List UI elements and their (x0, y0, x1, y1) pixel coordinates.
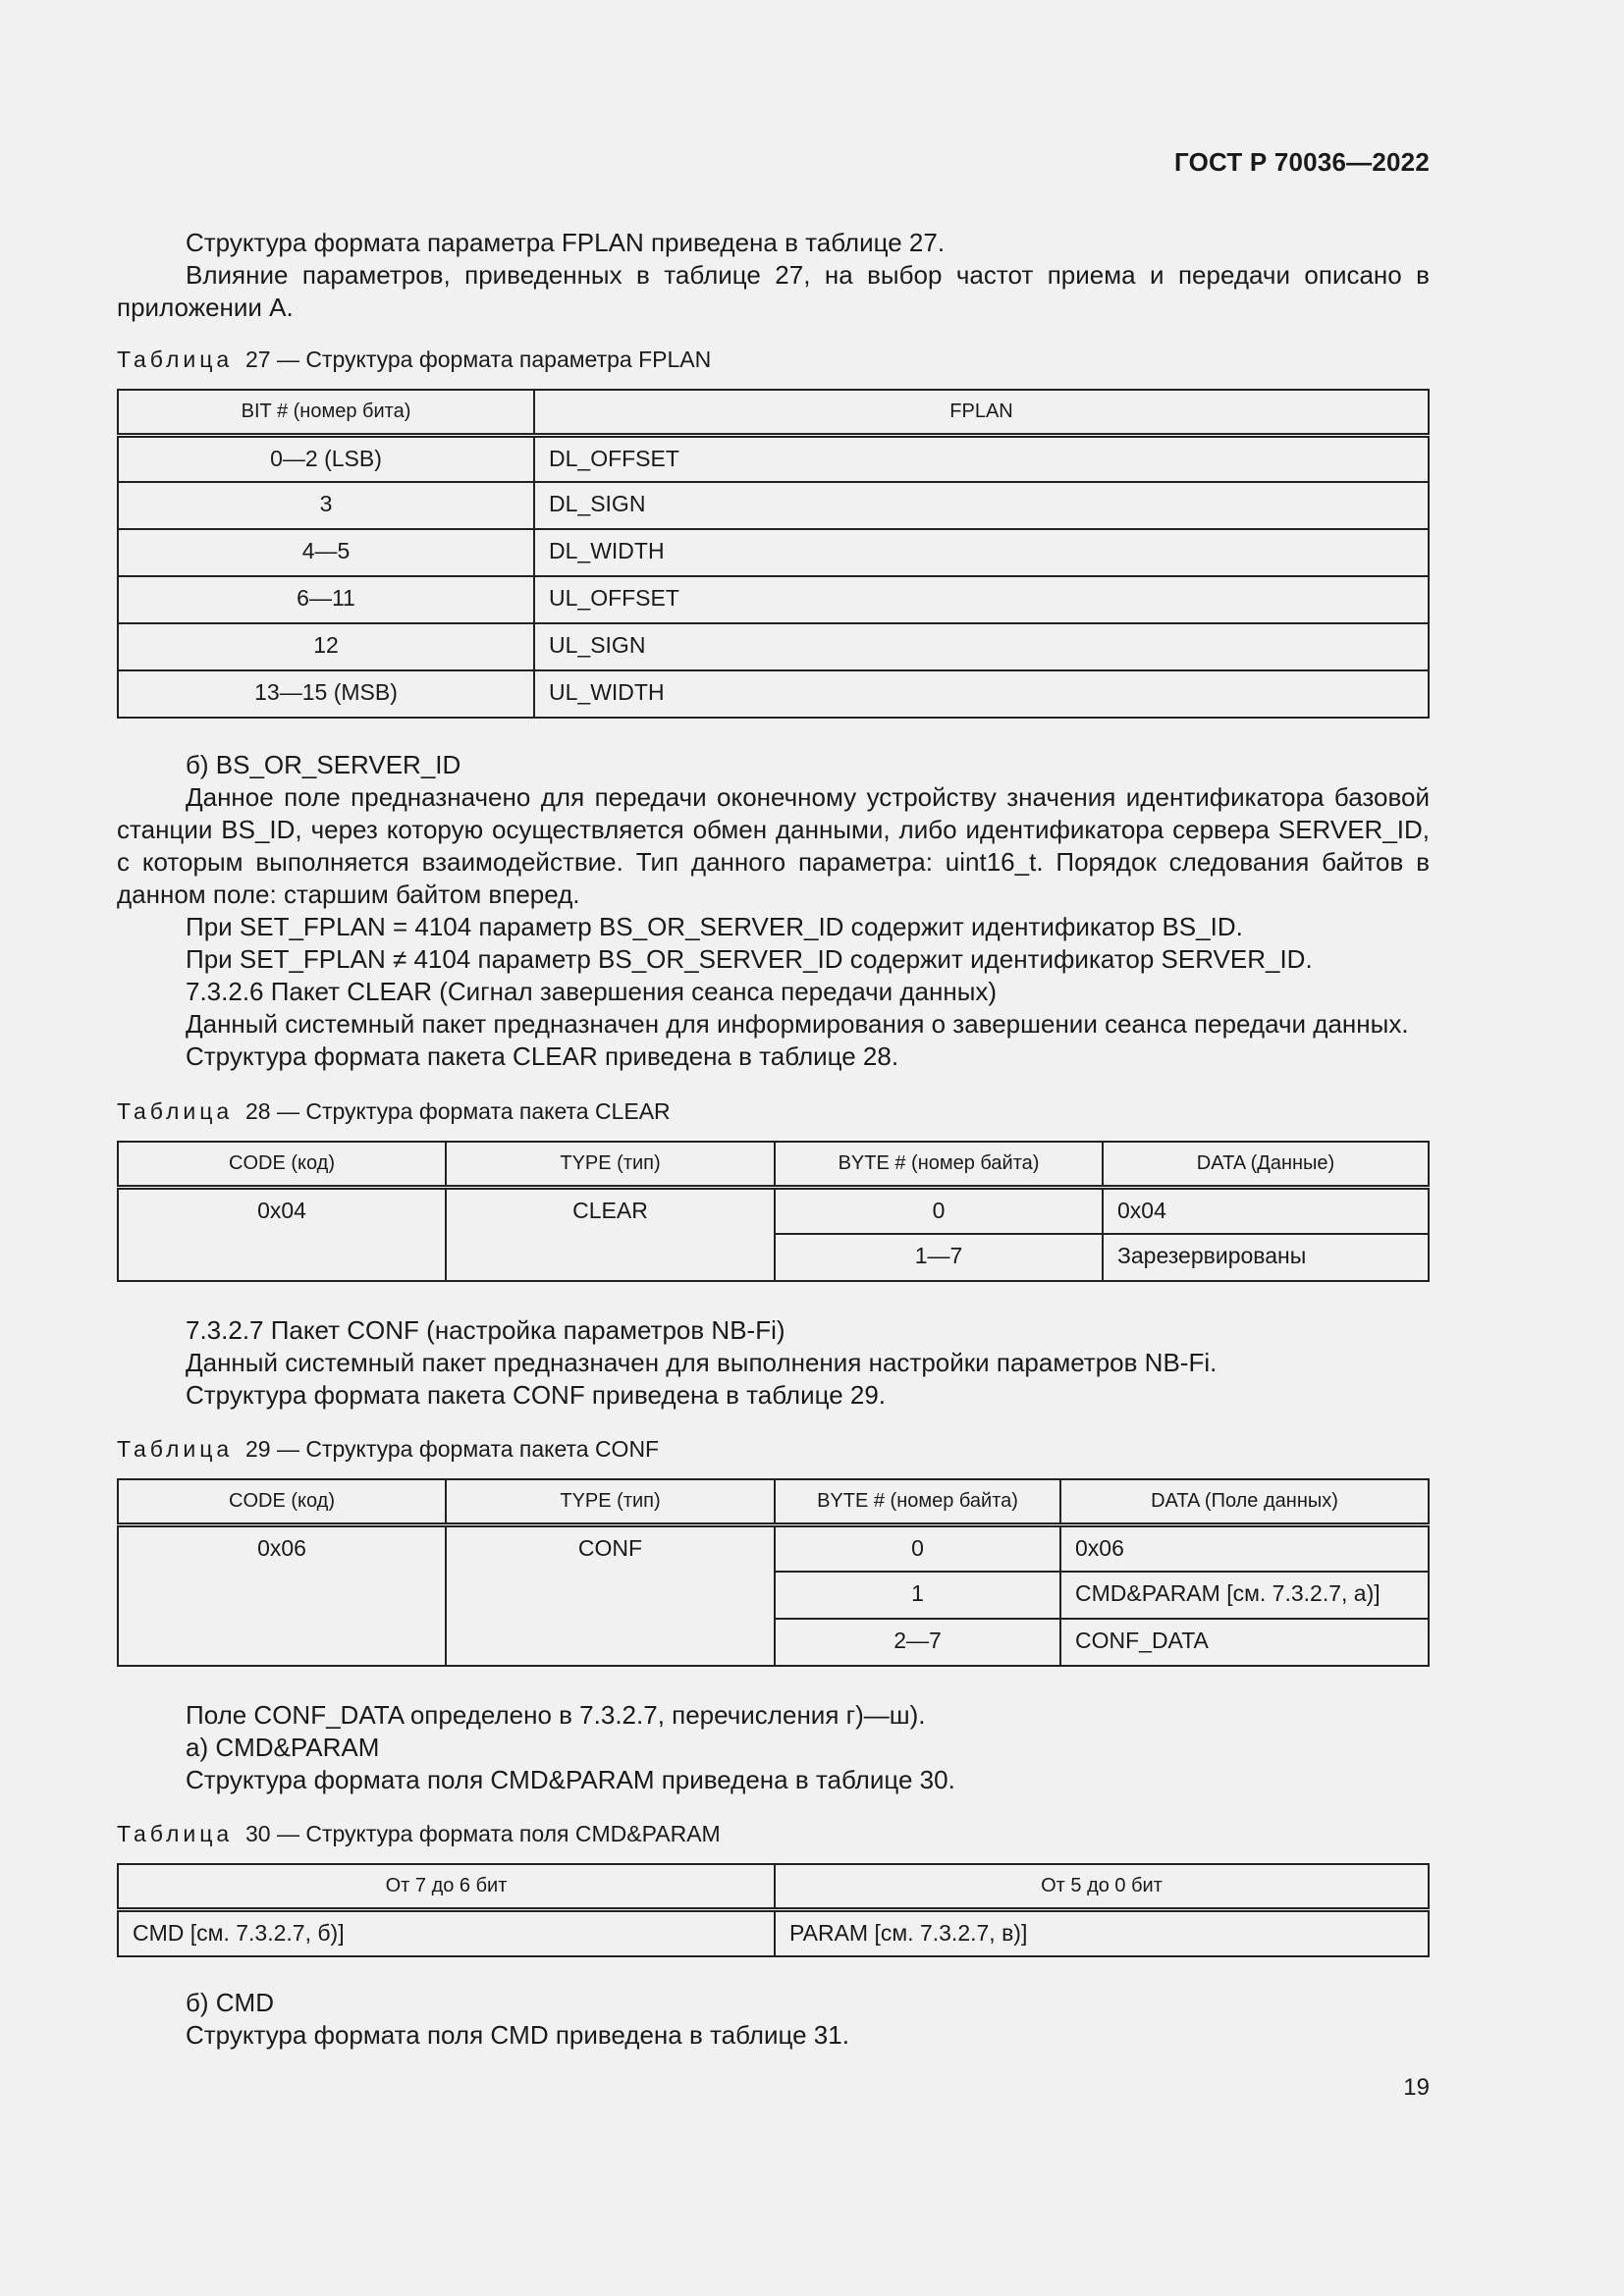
column-header: BYTE # (номер байта) (775, 1479, 1060, 1524)
table-27 (117, 389, 1430, 719)
column-header: От 7 до 6 бит (118, 1864, 775, 1909)
section-heading: 7.3.2.6 Пакет CLEAR (Сигнал завершения сеанса передачи данных) (186, 977, 998, 1006)
column-header: TYPE (тип) (446, 1479, 775, 1524)
table-row (118, 1187, 1429, 1234)
data-cell: CMD&PARAM [см. 7.3.2.7, а)] (1060, 1572, 1429, 1619)
caption-text: 27 — Структура формата параметра FPLAN (244, 347, 712, 372)
cmd-section (117, 1987, 1430, 2052)
bit-cell: 4—5 (118, 529, 534, 576)
data-cell: Зарезервированы (1103, 1234, 1429, 1281)
table-row (118, 1909, 1429, 1956)
table-row (118, 670, 1429, 718)
byte-cell: 0 (775, 1187, 1103, 1234)
column-header: DATA (Данные) (1103, 1142, 1429, 1187)
table-29-caption (117, 1435, 659, 1463)
data-cell: 0x06 (1060, 1524, 1429, 1572)
paragraph: Данный системный пакет предназначен для информирования о завершении сеанса передачи данных. (186, 1009, 1409, 1039)
paragraph: Структура формата пакета CONF приведена в таблице 29. (186, 1380, 887, 1410)
caption-prefix: Таблица (117, 1821, 234, 1846)
paragraph: Структура формата поля CMD&PARAM приведена в таблице 30. (186, 1765, 955, 1794)
paragraph: Структура формата поля CMD приведена в таблице 31. (186, 2020, 849, 2050)
section-heading: 7.3.2.7 Пакет CONF (настройка параметров NB-Fi) (186, 1315, 785, 1345)
data-cell: CONF_DATA (1060, 1619, 1429, 1666)
field-cell: UL_SIGN (534, 623, 1429, 670)
paragraph: Структура формата пакета CLEAR приведена в таблице 28. (186, 1041, 899, 1071)
document-page (117, 0, 1430, 2296)
bit-cell: 13—15 (MSB) (118, 670, 534, 718)
table-28-caption (117, 1097, 671, 1125)
code-cell: 0x04 (118, 1187, 446, 1281)
field-cell: UL_WIDTH (534, 670, 1429, 718)
paragraph: Данный системный пакет предназначен для выполнения настройки параметров NB-Fi. (186, 1348, 1218, 1377)
list-item: б) BS_OR_SERVER_ID (186, 750, 461, 779)
field-cell: UL_OFFSET (534, 576, 1429, 623)
caption-prefix: Таблица (117, 1098, 234, 1124)
conf-packet-section (117, 1314, 1430, 1412)
table-27-caption (117, 346, 711, 373)
table-row (118, 435, 1429, 482)
column-header: TYPE (тип) (446, 1142, 775, 1187)
cmd-cell: CMD [см. 7.3.2.7, б)] (118, 1909, 775, 1956)
code-cell: 0x06 (118, 1524, 446, 1666)
paragraph: Структура формата параметра FPLAN приведена в таблице 27. (186, 228, 946, 257)
column-header: DATA (Поле данных) (1060, 1479, 1429, 1524)
byte-cell: 1—7 (775, 1234, 1103, 1281)
table-row (118, 529, 1429, 576)
bit-cell: 0—2 (LSB) (118, 435, 534, 482)
paragraph: Поле CONF_DATA определено в 7.3.2.7, перечисления г)—ш). (186, 1700, 926, 1730)
list-item: б) CMD (186, 1988, 274, 2017)
table-29 (117, 1478, 1430, 1667)
caption-prefix: Таблица (117, 1436, 234, 1462)
byte-cell: 0 (775, 1524, 1060, 1572)
type-cell: CLEAR (446, 1187, 775, 1281)
table-30-caption (117, 1820, 721, 1847)
byte-cell: 2—7 (775, 1619, 1060, 1666)
caption-prefix: Таблица (117, 347, 234, 372)
bit-cell: 6—11 (118, 576, 534, 623)
column-header: CODE (код) (118, 1142, 446, 1187)
table-row (118, 576, 1429, 623)
bit-cell: 3 (118, 482, 534, 529)
table-30 (117, 1863, 1430, 1957)
table-row (118, 623, 1429, 670)
column-header: BIT # (номер бита) (118, 390, 534, 435)
conf-data-section (117, 1699, 1430, 1796)
caption-text: 30 — Структура формата поля CMD&PARAM (244, 1821, 721, 1846)
column-header: BYTE # (номер байта) (775, 1142, 1103, 1187)
bs-or-server-id-section (117, 749, 1430, 1073)
field-cell: DL_OFFSET (534, 435, 1429, 482)
caption-text: 29 — Структура формата пакета CONF (244, 1436, 660, 1462)
table-row (118, 1524, 1429, 1572)
byte-cell: 1 (775, 1572, 1060, 1619)
column-header: CODE (код) (118, 1479, 446, 1524)
caption-text: 28 — Структура формата пакета CLEAR (244, 1098, 671, 1124)
intro-paragraphs (117, 227, 1430, 324)
paragraph: Данное поле предназначено для передачи оконечному устройству значения идентификатора базовой станции BS_ID, через которую осуществляется обмен данными, либо идентификатора сервера SERVER_ID, с которым выполняется взаимодействие. Тип данного параметра: uint16_t. Порядок следования байтов в данном поле: старшим байтом вперед. (117, 782, 1430, 909)
param-cell: PARAM [см. 7.3.2.7, в)] (775, 1909, 1429, 1956)
field-cell: DL_WIDTH (534, 529, 1429, 576)
column-header: FPLAN (534, 390, 1429, 435)
table-row (118, 482, 1429, 529)
page-number: 19 (1403, 2074, 1430, 2101)
paragraph: Влияние параметров, приведенных в таблице 27, на выбор частот приема и передачи описано в приложении А. (117, 260, 1430, 322)
field-cell: DL_SIGN (534, 482, 1429, 529)
paragraph: При SET_FPLAN ≠ 4104 параметр BS_OR_SERVER_ID содержит идентификатор SERVER_ID. (186, 944, 1313, 974)
paragraph: При SET_FPLAN = 4104 параметр BS_OR_SERVER_ID содержит идентификатор BS_ID. (186, 912, 1243, 941)
type-cell: CONF (446, 1524, 775, 1666)
bit-cell: 12 (118, 623, 534, 670)
list-item: а) CMD&PARAM (186, 1733, 380, 1762)
table-28 (117, 1141, 1430, 1282)
data-cell: 0x04 (1103, 1187, 1429, 1234)
column-header: От 5 до 0 бит (775, 1864, 1429, 1909)
document-id: ГОСТ Р 70036—2022 (1174, 147, 1430, 177)
